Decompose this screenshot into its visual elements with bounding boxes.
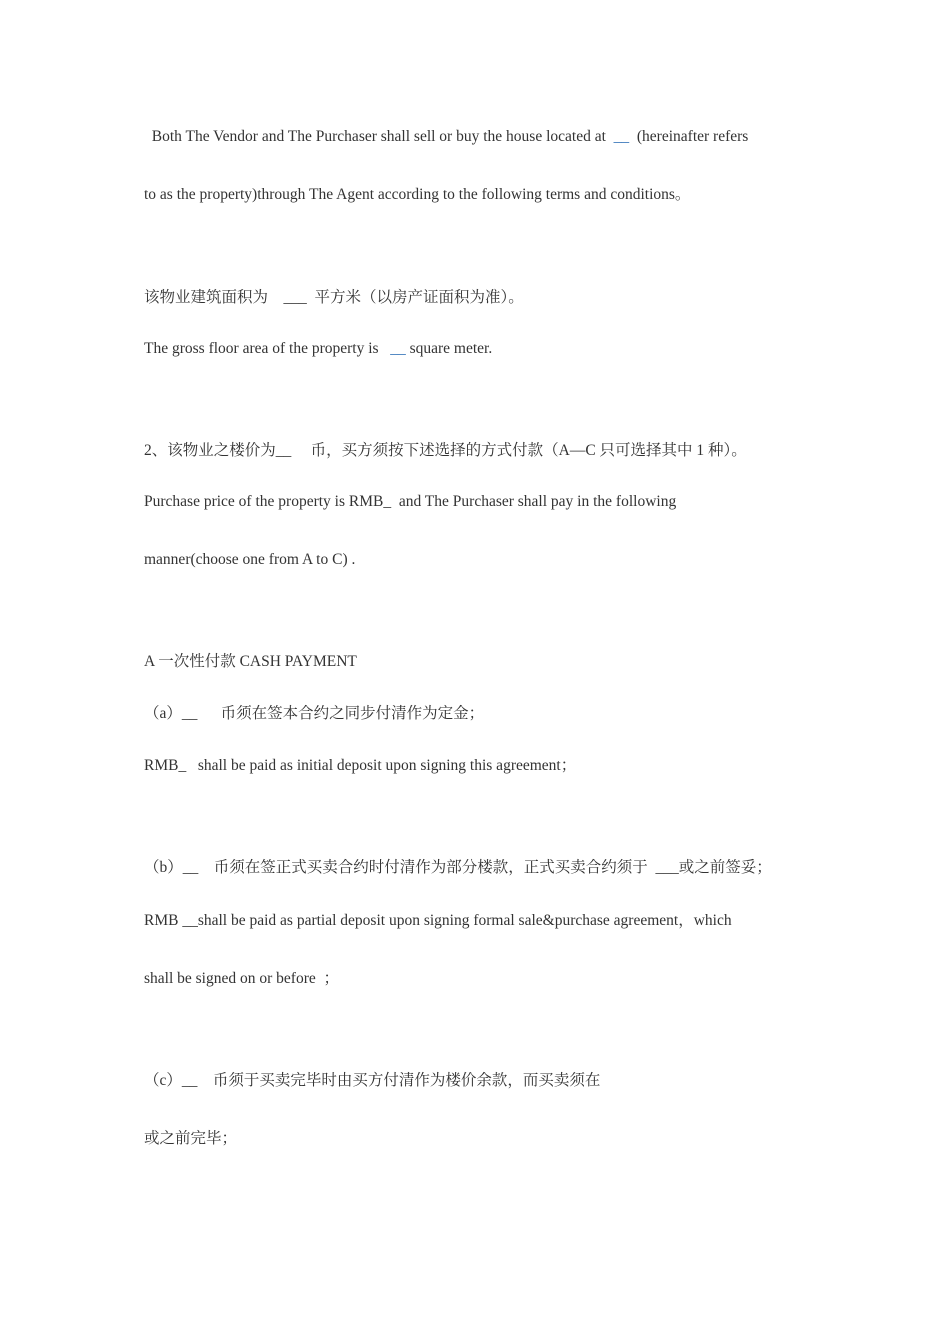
clause-a-chinese: （a）__ 币须在签本合约之同步付清作为定金； xyxy=(144,705,485,722)
clause-c-chinese: （c）__ 币须于买卖完毕时由买方付清作为楼价余款，而买卖须在 xyxy=(144,1072,601,1089)
p3-chinese-line: 2、该物业之楼价为__ 币，买方须按下述选择的方式付款（A—C 只可选择其中 1 种）。 xyxy=(144,442,747,459)
p1-line1-text-a: Both The Vendor and The Purchaser shall sell or buy the house located at xyxy=(144,128,614,145)
p1-line2: to as the property)through The Agent according to the following terms and conditions。 xyxy=(144,186,691,203)
p2-english-line xyxy=(144,339,492,359)
p1-line1 xyxy=(144,127,748,147)
location-blank: __ xyxy=(613,128,630,145)
clause-a-english: RMB_ shall be paid as initial deposit upon signing this agreement； xyxy=(144,757,577,774)
p2-english-text-a: The gross floor area of the property is xyxy=(144,340,391,357)
p2-english-text-b: square meter. xyxy=(405,340,493,357)
p1-line1-text-b: (hereinafter refers xyxy=(629,128,749,145)
section-a-title: A 一次性付款 CASH PAYMENT xyxy=(144,653,357,670)
p3-english-line1: Purchase price of the property is RMB_ and The Purchaser shall pay in the following xyxy=(144,493,677,510)
clause-c-chinese-line2: 或之前完毕； xyxy=(144,1130,238,1147)
clause-b-english-line2: shall be signed on or before ； xyxy=(144,970,339,987)
clause-b-english-line1: RMB __shall be paid as partial deposit upon signing formal sale&purchase agreement，which xyxy=(144,912,732,929)
area-blank: __ xyxy=(390,340,406,357)
clause-b-chinese: （b）__ 币须在签正式买卖合约时付清作为部分楼款，正式买卖合约须于 ___或之前签妥； xyxy=(144,859,772,876)
p3-english-line2: manner(choose one from A to C) . xyxy=(144,551,356,568)
p2-chinese-line: 该物业建筑面积为 ___ 平方米（以房产证面积为准）。 xyxy=(144,289,524,306)
